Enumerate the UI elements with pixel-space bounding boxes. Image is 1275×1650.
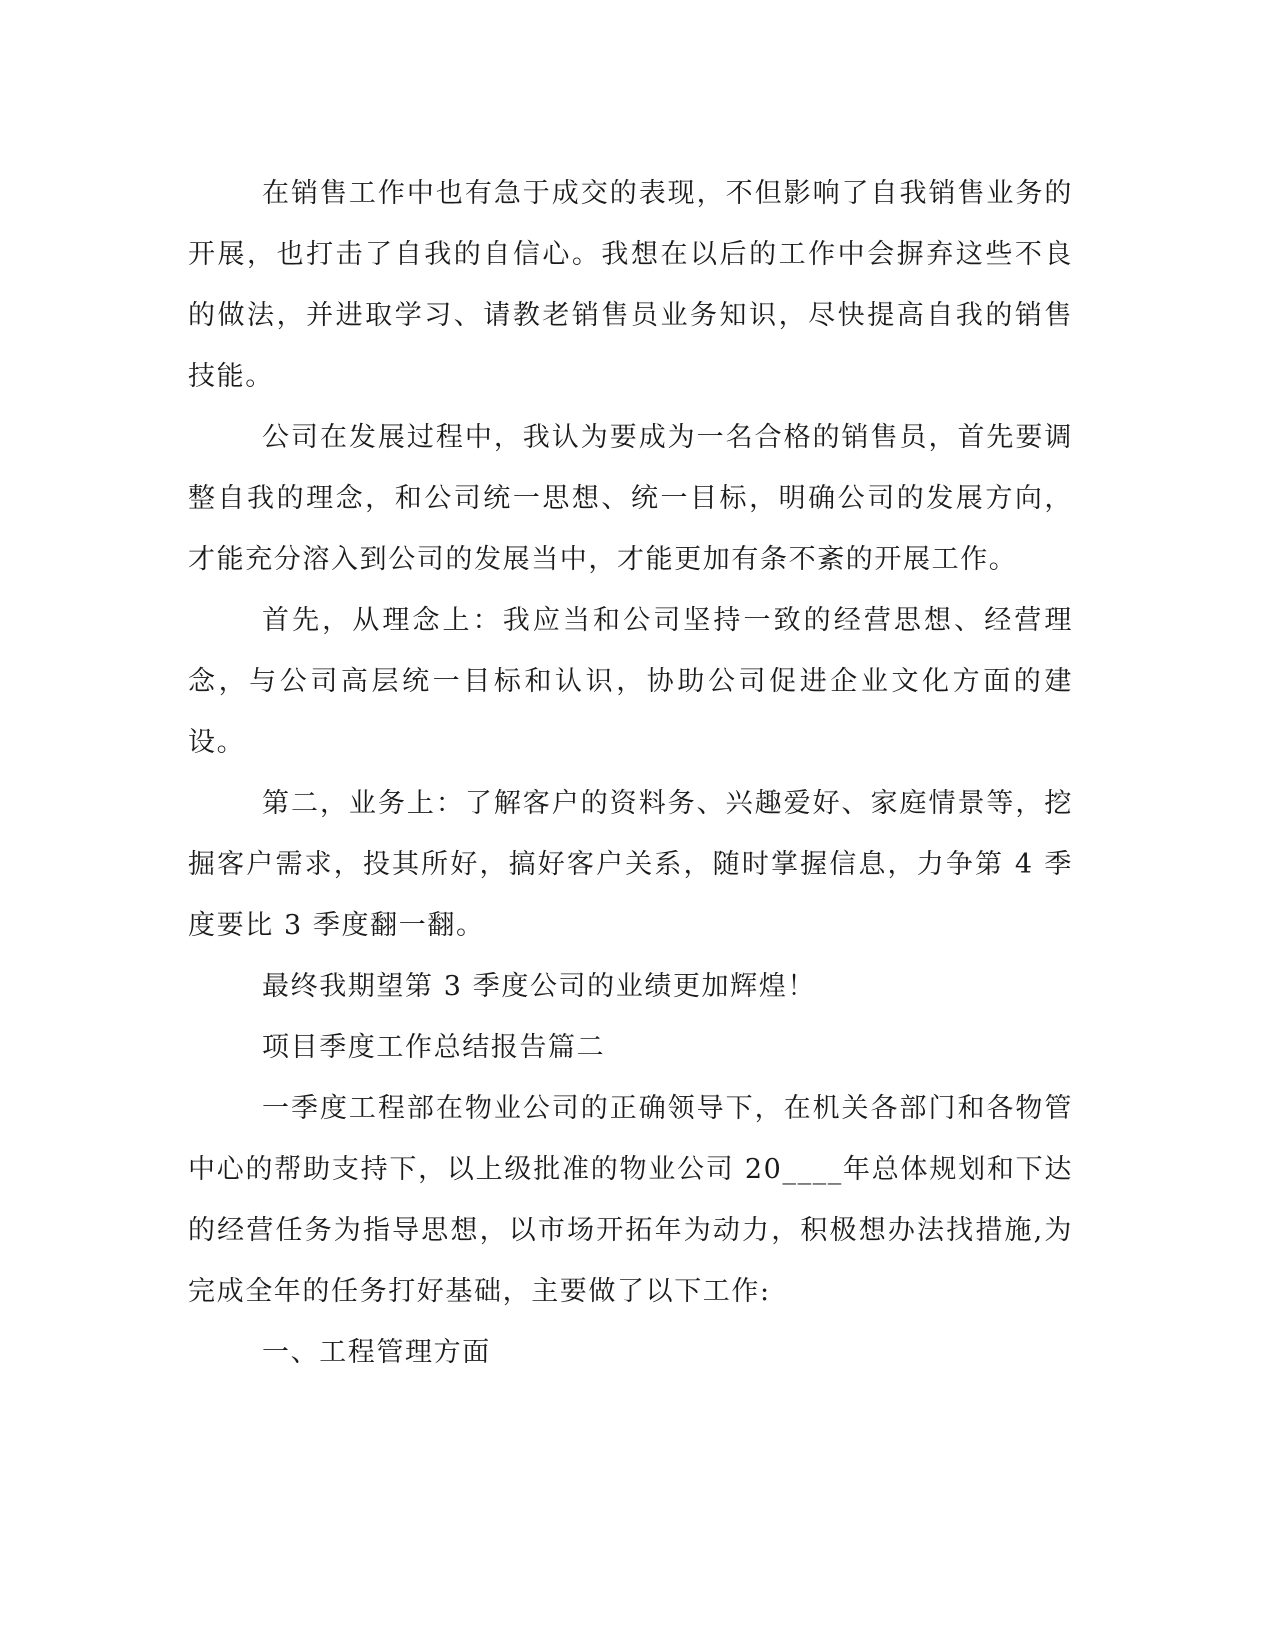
paragraph-engineering-intro: 一季度工程部在物业公司的正确领导下，在机关各部门和各物管中心的帮助支持下，以上级批准的物业公司 20____年总体规划和下达的经营任务为指导思想，以市场开拓年为动力，积极想办法找措施,为完成全年的任务打好基础，主要做了以下工作: xyxy=(188,1093,1073,1307)
paragraph-closing-wish: 最终我期望第 3 季度公司的业绩更加辉煌！ xyxy=(262,971,816,1002)
paragraph-business: 第二，业务上：了解客户的资料务、兴趣爱好、家庭情景等，挖掘客户需求，投其所好，搞好客户关系，随时掌握信息，力争第 4 季度要比 3 季度翻一翻。 xyxy=(188,788,1073,941)
paragraph-company-development: 公司在发展过程中，我认为要成为一名合格的销售员，首先要调整自我的理念，和公司统一思想、统一目标，明确公司的发展方向，才能充分溶入到公司的发展当中，才能更加有条不紊的开展工作。 xyxy=(188,422,1073,575)
paragraph-sales-impatience: 在销售工作中也有急于成交的表现，不但影响了自我销售业务的开展，也打击了自我的自信心。我想在以后的工作中会摒弃这些不良的做法，并进取学习、请教老销售员业务知识，尽快提高自我的销售技能。 xyxy=(188,178,1073,392)
section-heading-engineering-management: 一、工程管理方面 xyxy=(262,1337,491,1368)
section-title-part-two: 项目季度工作总结报告篇二 xyxy=(262,1032,606,1063)
paragraph-concept: 首先，从理念上：我应当和公司坚持一致的经营思想、经营理念，与公司高层统一目标和认识，协助公司促进企业文化方面的建设。 xyxy=(188,605,1073,758)
document-body xyxy=(188,163,1073,1383)
